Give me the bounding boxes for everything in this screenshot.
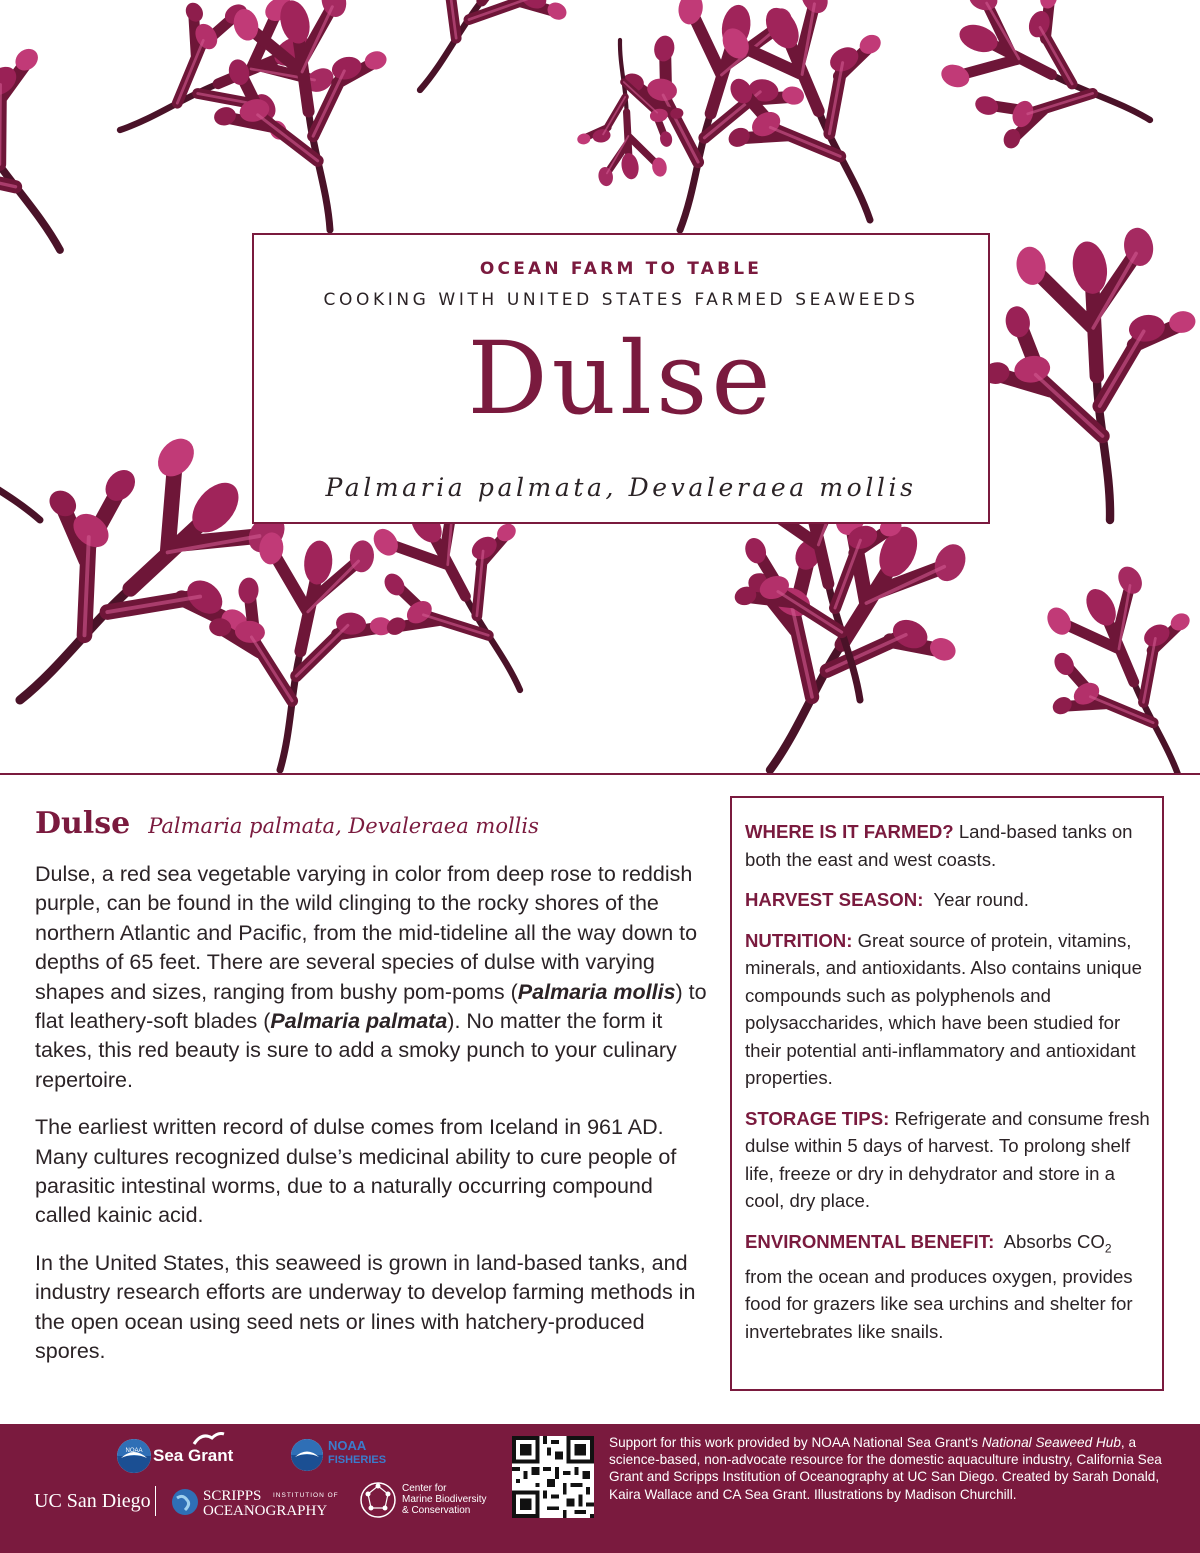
qr-code-icon bbox=[512, 1436, 594, 1518]
species-name: Palmaria palmata bbox=[270, 1009, 448, 1034]
fact-label: HARVEST SEASON: bbox=[745, 889, 924, 910]
fact-label: NUTRITION: bbox=[745, 929, 853, 951]
fact-label: STORAGE TIPS: bbox=[745, 1107, 890, 1129]
paragraph-text: ) to flat leathery-soft blades ( bbox=[35, 979, 707, 1034]
subscript: 2 bbox=[1104, 1241, 1112, 1256]
fact-text: Great source of protein, vitamins, minerals, and antioxidants. Also contains unique compounds such as polyphenols and polysaccharides, which have been studied for their potential anti-inflammatory and antioxidant properties. bbox=[745, 929, 1142, 1088]
footer bbox=[0, 1424, 1200, 1553]
scripps-logo[interactable] bbox=[171, 1482, 341, 1522]
credit-text: , a science-based, non-advocate resource for the domestic aquaculture industry, California Sea Grant and Scripps Institution of Oceanography at UC San Diego. Created by Sarah Donald, Kaira Wallace and CA Sea Grant. Illustrations by Madison Churchill. bbox=[609, 1435, 1162, 1502]
credit-text: Support for this work provided by NOAA National Sea Grant's bbox=[609, 1435, 982, 1450]
sea-grant-wordmark: Sea Grant bbox=[153, 1446, 234, 1465]
scientific-name: Palmaria palmata, Devaleraea mollis bbox=[325, 473, 917, 502]
fact-text: Year round. bbox=[933, 889, 1029, 910]
noaa-fisheries-logo[interactable] bbox=[290, 1438, 390, 1474]
cmbc-emblem-icon bbox=[358, 1480, 398, 1520]
cmbc-line-1: Center for bbox=[402, 1483, 447, 1494]
fact-environment bbox=[745, 1228, 1150, 1346]
fact-label: ENVIRONMENTAL BENEFIT: bbox=[745, 1230, 995, 1252]
scripps-line-1: SCRIPPS bbox=[203, 1488, 262, 1504]
hero-divider bbox=[0, 773, 1200, 775]
fact-storage bbox=[745, 1105, 1150, 1215]
sea-grant-wave-icon bbox=[192, 1432, 226, 1446]
qr-code[interactable] bbox=[512, 1436, 594, 1518]
credit-emphasis: National Seaweed Hub bbox=[981, 1435, 1121, 1450]
cmbc-line-3: & Conservation bbox=[402, 1505, 471, 1516]
cmbc-logo[interactable] bbox=[358, 1480, 498, 1524]
fact-text: Land-based tanks on both the east and west coasts. bbox=[745, 821, 1133, 870]
logo-divider bbox=[155, 1486, 156, 1516]
hero-banner bbox=[0, 0, 1200, 775]
ucsd-wordmark: UC San Diego bbox=[34, 1490, 151, 1512]
intro-paragraph-2: The earliest written record of dulse comes from Iceland in 961 AD. Many cultures recognized dulse’s medicinal ability to cure people of parasitic intestinal worms, due to a naturally occurring compound called kainic acid. bbox=[35, 1115, 677, 1228]
section-heading bbox=[35, 806, 707, 846]
fact-text: Refrigerate and consume fresh dulse within 5 days of harvest. To prolong shelf life, freeze or dry in dehydrator and store in a cool, dry place. bbox=[745, 1107, 1150, 1211]
sea-grant-logo[interactable] bbox=[116, 1438, 246, 1474]
intro-paragraph-1 bbox=[35, 860, 707, 1095]
globe-icon bbox=[171, 1488, 199, 1516]
intro-section bbox=[35, 806, 707, 1367]
fisheries-line-2: FISHERIES bbox=[328, 1454, 387, 1466]
fact-harvest bbox=[745, 886, 1150, 914]
paragraph-text: ). No matter the form it takes, this red beauty is sure to add a smoky punch to your culinary repertoire. bbox=[35, 1009, 677, 1092]
cmbc-line-2: Marine Biodiversity bbox=[402, 1494, 487, 1505]
fisheries-line-1: NOAA bbox=[328, 1438, 367, 1453]
page-title: Dulse bbox=[467, 320, 775, 437]
fact-text: from the ocean and produces oxygen, provides food for grazers like sea urchins and shelter for invertebrates like snails. bbox=[745, 1265, 1133, 1342]
paragraph-text: Dulse, a red sea vegetable varying in color from deep rose to reddish purple, can be found in the wild clinging to the rocky shores of the northern Atlantic and Pacific, from the mid-tideline all the way down to depths of 65 feet. There are several species of dulse with varying shapes and sizes, ranging from bushy pom-poms ( bbox=[35, 862, 698, 1004]
intro-paragraph-3: In the United States, this seaweed is grown in land-based tanks, and industry research efforts are underway to develop farming methods in the open ocean using seed nets or lines with hatchery-produced spores. bbox=[35, 1250, 696, 1364]
fact-box bbox=[730, 796, 1164, 1391]
noaa-emblem-icon bbox=[116, 1438, 152, 1474]
scripps-line-2: OCEANOGRAPHY bbox=[203, 1503, 328, 1519]
series-kicker: OCEAN FARM TO TABLE bbox=[479, 259, 763, 279]
noaa-fisheries-emblem-icon bbox=[290, 1438, 324, 1472]
section-heading-name: Dulse bbox=[35, 806, 131, 841]
fact-nutrition bbox=[745, 927, 1150, 1092]
section-heading-scientific: Palmaria palmata, Devaleraea mollis bbox=[148, 814, 539, 838]
title-card bbox=[252, 233, 990, 524]
footer-credit bbox=[609, 1434, 1169, 1503]
fact-farmed bbox=[745, 818, 1150, 873]
fact-label: WHERE IS IT FARMED? bbox=[745, 821, 954, 842]
uc-san-diego-logo[interactable] bbox=[34, 1486, 154, 1516]
scripps-small: INSTITUTION OF bbox=[273, 1492, 339, 1499]
series-subtitle: COOKING WITH UNITED STATES FARMED SEAWEEDS bbox=[323, 290, 919, 310]
fact-text: Absorbs CO bbox=[1003, 1230, 1105, 1252]
species-name: Palmaria mollis bbox=[517, 979, 676, 1004]
svg-text:NOAA: NOAA bbox=[125, 1448, 143, 1454]
